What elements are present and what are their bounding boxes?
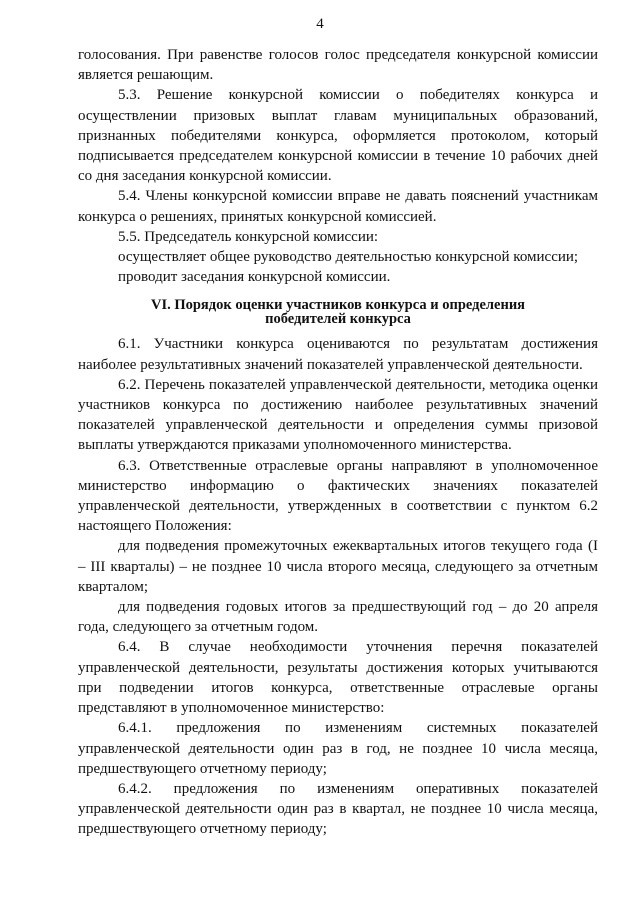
paragraph-continuation: голосования. При равенстве голосов голос председателя конкурсной комиссии является решающим. <box>78 47 598 84</box>
paragraph-6-4-1: 6.4.1. предложения по изменениям системных показателей управленческой деятельности один раз в год, не позднее 10 числа месяца, предшествующего отчетному периоду; <box>78 720 598 777</box>
paragraph-5-5-item-1: осуществляет общее руководство деятельностью конкурсной комиссии; <box>118 249 579 266</box>
paragraph-6-3-item-2: для подведения годовых итогов за предшествующий год – до 20 апреля года, следующего за отчетным годом. <box>78 599 598 636</box>
paragraph-6-4: 6.4. В случае необходимости уточнения перечня показателей управленческой деятельности, результаты достижения которых учитываются при подведении итогов конкурса, ответственные отраслевые органы представляют в уполномоченное министерство: <box>78 639 598 717</box>
paragraph-5-4: 5.4. Члены конкурсной комиссии вправе не давать пояснений участникам конкурса о решениях, принятых конкурсной комиссией. <box>78 188 598 225</box>
paragraph-6-3-item-1: для подведения промежуточных ежеквартальных итогов текущего года (I – III кварталы) – не позднее 10 числа второго месяца, следующего за отчетным кварталом; <box>78 538 598 595</box>
paragraph-5-5-item-2: проводит заседания конкурсной комиссии. <box>118 269 391 286</box>
section-heading-line-1: VI. Порядок оценки участников конкурса и определения <box>150 297 526 314</box>
paragraph-5-5: 5.5. Председатель конкурсной комиссии: <box>118 228 379 245</box>
paragraph-6-1: 6.1. Участники конкурса оцениваются по результатам достижения наиболее результативных значений показателей управленческой деятельности. <box>78 336 598 373</box>
paragraph-6-2: 6.2. Перечень показателей управленческой деятельности, методика оценки участников конкурса по достижению наиболее результативных значений показателей управленческой деятельности и определения суммы призовой выплаты утверждаются приказами уполномоченного министерства. <box>78 376 598 454</box>
paragraph-6-4-2: 6.4.2. предложения по изменениям оперативных показателей управленческой деятельности один раз в квартал, не позднее 10 числа месяца, предшествующего отчетному периоду; <box>78 780 598 838</box>
section-heading <box>78 298 598 326</box>
document-body <box>78 45 598 840</box>
page-number: 4 <box>316 16 324 32</box>
paragraph-6-3: 6.3. Ответственные отраслевые органы направляют в уполномоченное министерство информацию о фактических значениях показателей управленческой деятельности, утвержденных в соответствии с пунктом 6.2 настоящего Положения: <box>78 457 598 535</box>
paragraph-5-3: 5.3. Решение конкурсной комиссии о победителях конкурса и осуществлении призовых выплат главам муниципальных образований, признанных победителями конкурса, оформляется протоколом, который подписывается председателем конкурсной комиссии в течение 10 рабочих дней со дня заседания конкурсной комиссии. <box>78 87 598 185</box>
section-heading-line-2: победителей конкурса <box>265 311 411 328</box>
